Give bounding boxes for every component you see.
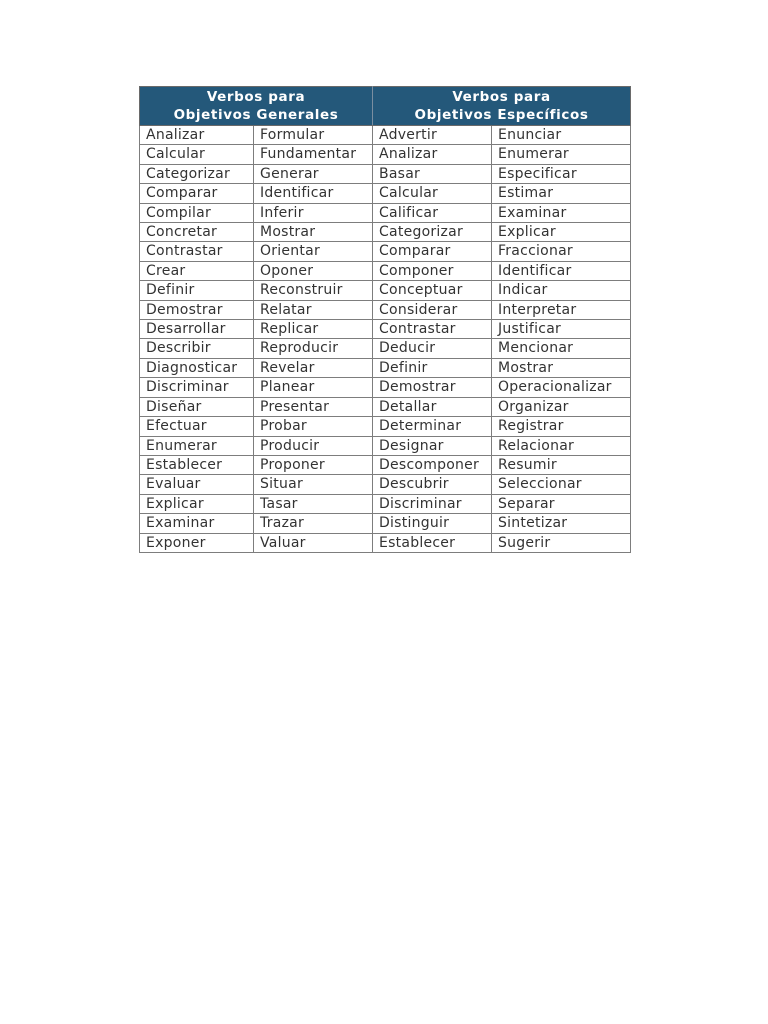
table-row	[140, 339, 631, 358]
verb-cell-general-verb-a: Analizar	[140, 126, 254, 145]
verb-cell-general-verb-b: Fundamentar	[254, 145, 373, 164]
verb-cell-specific-verb-b: Seleccionar	[492, 475, 631, 494]
verb-cell-specific-verb-a: Comparar	[373, 242, 492, 261]
verb-cell-specific-verb-a: Distinguir	[373, 514, 492, 533]
verb-cell-specific-verb-b: Registrar	[492, 417, 631, 436]
verb-cell-general-verb-a: Compilar	[140, 203, 254, 222]
verb-cell-specific-verb-b: Mencionar	[492, 339, 631, 358]
table-row	[140, 281, 631, 300]
verb-cell-general-verb-a: Establecer	[140, 455, 254, 474]
verb-cell-general-verb-a: Crear	[140, 261, 254, 280]
verb-cell-general-verb-b: Valuar	[254, 533, 373, 552]
verb-cell-general-verb-b: Inferir	[254, 203, 373, 222]
table-row	[140, 455, 631, 474]
table-row	[140, 475, 631, 494]
verb-cell-specific-verb-a: Determinar	[373, 417, 492, 436]
verb-cell-general-verb-a: Calcular	[140, 145, 254, 164]
table-row	[140, 261, 631, 280]
verb-cell-specific-verb-b: Indicar	[492, 281, 631, 300]
verb-cell-general-verb-a: Evaluar	[140, 475, 254, 494]
verb-cell-specific-verb-b: Identificar	[492, 261, 631, 280]
verb-cell-specific-verb-b: Estimar	[492, 184, 631, 203]
verb-cell-specific-verb-a: Conceptuar	[373, 281, 492, 300]
verb-cell-general-verb-b: Reproducir	[254, 339, 373, 358]
verb-cell-general-verb-a: Examinar	[140, 514, 254, 533]
verb-cell-general-verb-b: Proponer	[254, 455, 373, 474]
table-row	[140, 397, 631, 416]
verb-cell-general-verb-a: Comparar	[140, 184, 254, 203]
verb-cell-general-verb-a: Concretar	[140, 223, 254, 242]
header-general-line1: Verbos para	[206, 89, 306, 105]
header-general-objectives	[140, 87, 373, 126]
table-row	[140, 145, 631, 164]
table-row	[140, 300, 631, 319]
verb-cell-general-verb-a: Enumerar	[140, 436, 254, 455]
verb-cell-specific-verb-a: Calificar	[373, 203, 492, 222]
table-row	[140, 320, 631, 339]
table-row	[140, 126, 631, 145]
verb-cell-general-verb-a: Diagnosticar	[140, 358, 254, 377]
verb-cell-general-verb-a: Explicar	[140, 494, 254, 513]
verb-cell-specific-verb-a: Establecer	[373, 533, 492, 552]
verb-cell-general-verb-b: Producir	[254, 436, 373, 455]
verb-cell-general-verb-b: Mostrar	[254, 223, 373, 242]
verb-cell-specific-verb-b: Sintetizar	[492, 514, 631, 533]
verb-cell-general-verb-b: Relatar	[254, 300, 373, 319]
table-row	[140, 494, 631, 513]
verb-cell-general-verb-a: Discriminar	[140, 378, 254, 397]
verb-cell-general-verb-b: Planear	[254, 378, 373, 397]
verb-cell-general-verb-b: Identificar	[254, 184, 373, 203]
verb-cell-general-verb-a: Definir	[140, 281, 254, 300]
verb-cell-general-verb-a: Exponer	[140, 533, 254, 552]
verb-cell-general-verb-b: Generar	[254, 164, 373, 183]
verb-cell-general-verb-b: Reconstruir	[254, 281, 373, 300]
verb-cell-specific-verb-b: Sugerir	[492, 533, 631, 552]
verb-cell-general-verb-b: Presentar	[254, 397, 373, 416]
verb-cell-specific-verb-b: Explicar	[492, 223, 631, 242]
verb-cell-specific-verb-b: Examinar	[492, 203, 631, 222]
table-row	[140, 164, 631, 183]
verb-cell-general-verb-a: Describir	[140, 339, 254, 358]
verb-cell-specific-verb-a: Calcular	[373, 184, 492, 203]
verb-cell-general-verb-b: Probar	[254, 417, 373, 436]
verb-cell-specific-verb-a: Descubrir	[373, 475, 492, 494]
verb-cell-general-verb-a: Diseñar	[140, 397, 254, 416]
header-specific-line2: Objetivos Específicos	[414, 106, 589, 123]
verb-cell-specific-verb-b: Fraccionar	[492, 242, 631, 261]
verb-cell-general-verb-b: Formular	[254, 126, 373, 145]
verb-cell-specific-verb-a: Analizar	[373, 145, 492, 164]
verb-cell-general-verb-b: Orientar	[254, 242, 373, 261]
table-row	[140, 378, 631, 397]
verb-cell-specific-verb-b: Mostrar	[492, 358, 631, 377]
verb-cell-general-verb-b: Revelar	[254, 358, 373, 377]
verb-cell-general-verb-b: Replicar	[254, 320, 373, 339]
verb-cell-specific-verb-a: Discriminar	[373, 494, 492, 513]
verb-cell-specific-verb-a: Advertir	[373, 126, 492, 145]
verb-cell-general-verb-a: Contrastar	[140, 242, 254, 261]
header-specific-line1: Verbos para	[452, 89, 551, 105]
table-body	[140, 126, 631, 553]
table-row	[140, 533, 631, 552]
verb-cell-specific-verb-a: Demostrar	[373, 378, 492, 397]
verb-cell-specific-verb-a: Categorizar	[373, 223, 492, 242]
header-general-line2: Objetivos Generales	[173, 106, 339, 123]
verb-cell-specific-verb-a: Contrastar	[373, 320, 492, 339]
table-row	[140, 417, 631, 436]
verb-cell-specific-verb-b: Justificar	[492, 320, 631, 339]
table-row	[140, 436, 631, 455]
verb-cell-general-verb-b: Tasar	[254, 494, 373, 513]
verb-cell-specific-verb-a: Considerar	[373, 300, 492, 319]
verb-cell-specific-verb-b: Operacionalizar	[492, 378, 631, 397]
verb-cell-specific-verb-b: Separar	[492, 494, 631, 513]
verbs-table	[139, 86, 631, 553]
header-row	[140, 87, 631, 126]
verb-cell-specific-verb-a: Componer	[373, 261, 492, 280]
verb-cell-specific-verb-b: Organizar	[492, 397, 631, 416]
verb-cell-specific-verb-b: Especificar	[492, 164, 631, 183]
verb-cell-specific-verb-a: Designar	[373, 436, 492, 455]
verb-cell-specific-verb-b: Enunciar	[492, 126, 631, 145]
verb-cell-specific-verb-a: Detallar	[373, 397, 492, 416]
verb-cell-general-verb-a: Categorizar	[140, 164, 254, 183]
header-specific-objectives	[373, 87, 631, 126]
verb-cell-general-verb-b: Oponer	[254, 261, 373, 280]
table-row	[140, 242, 631, 261]
verb-cell-general-verb-a: Efectuar	[140, 417, 254, 436]
verb-cell-specific-verb-b: Enumerar	[492, 145, 631, 164]
verb-cell-general-verb-b: Situar	[254, 475, 373, 494]
table-row	[140, 223, 631, 242]
verb-cell-general-verb-a: Demostrar	[140, 300, 254, 319]
verb-cell-specific-verb-a: Deducir	[373, 339, 492, 358]
table-row	[140, 203, 631, 222]
verb-cell-specific-verb-a: Descomponer	[373, 455, 492, 474]
verb-cell-specific-verb-b: Resumir	[492, 455, 631, 474]
table-row	[140, 358, 631, 377]
table-header	[140, 87, 631, 126]
verb-cell-specific-verb-a: Definir	[373, 358, 492, 377]
table-row	[140, 514, 631, 533]
verb-cell-specific-verb-b: Interpretar	[492, 300, 631, 319]
verb-cell-general-verb-a: Desarrollar	[140, 320, 254, 339]
verb-cell-specific-verb-b: Relacionar	[492, 436, 631, 455]
table-row	[140, 184, 631, 203]
verb-cell-specific-verb-a: Basar	[373, 164, 492, 183]
verb-cell-general-verb-b: Trazar	[254, 514, 373, 533]
